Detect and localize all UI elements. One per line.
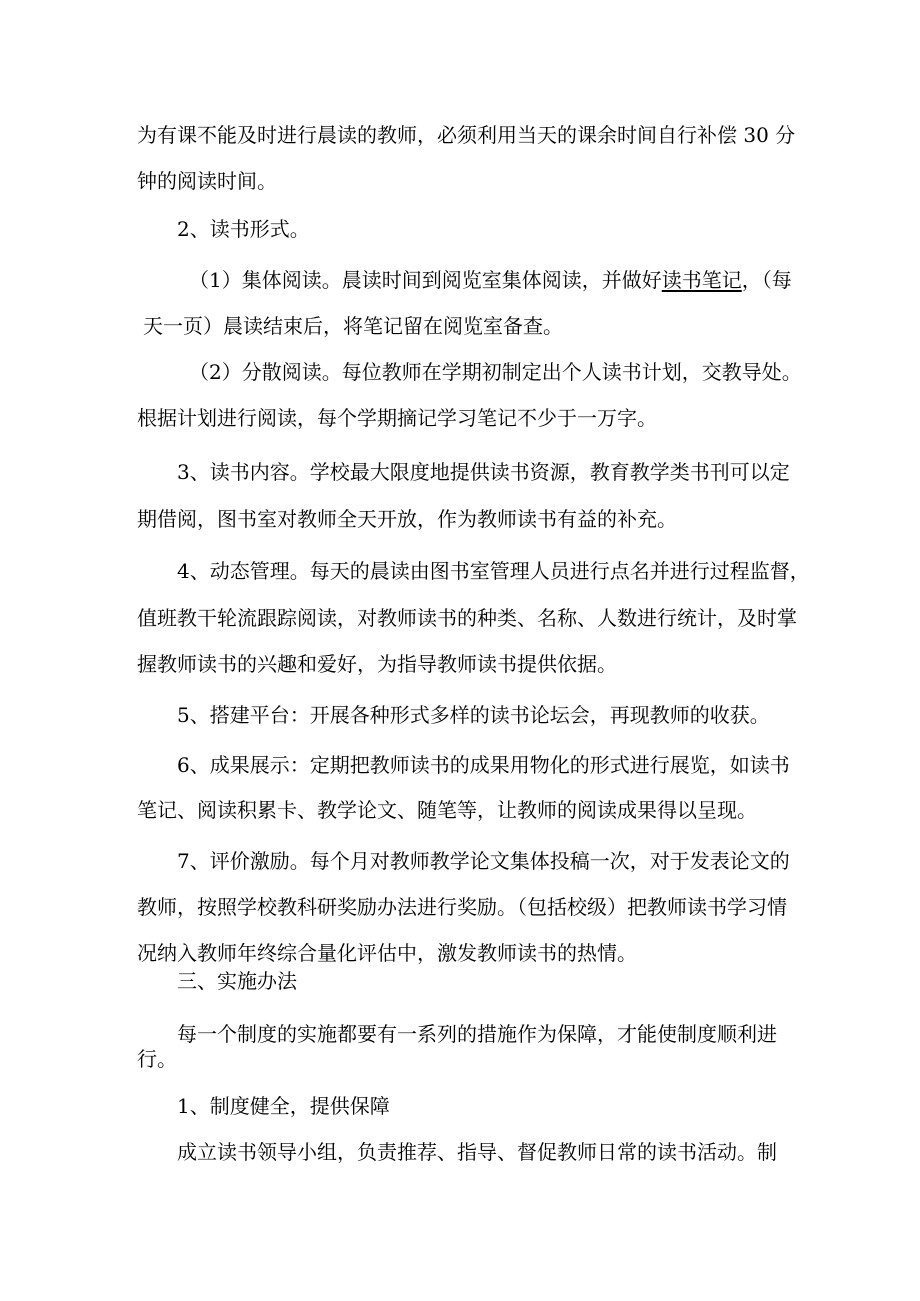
- text-line: 成立读书领导小组，负责推荐、指导、督促教师日常的读书活动。制: [177, 1140, 777, 1164]
- underlined-text: 读书笔记: [661, 268, 742, 292]
- text-segment: （1）集体阅读。晨读时间到阅览室集体阅读，并做好: [189, 268, 662, 292]
- text-line: 教师，按照学校教科研奖励办法进行奖励。（包括校级）把教师读书学习情: [137, 895, 787, 919]
- text-line: 值班教干轮流跟踪阅读，对教师读书的种类、名称、人数进行统计，及时掌: [137, 606, 797, 630]
- text-line: 根据计划进行阅读，每个学期摘记学习笔记不少于一万字。: [137, 406, 657, 430]
- text-line: 3、读书内容。学校最大限度地提供读书资源，教育教学类书刊可以定: [177, 460, 790, 484]
- text-line: 钟的阅读时间。: [137, 169, 277, 193]
- text-line: 6、成果展示：定期把教师读书的成果用物化的形式进行展览，如读书: [177, 753, 790, 777]
- text-line: 5、搭建平台：开展各种形式多样的读书论坛会，再现教师的收获。: [177, 703, 770, 727]
- text-line: 为有课不能及时进行晨读的教师，必须利用当天的课余时间自行补偿 30 分: [137, 123, 796, 147]
- text-line: 笔记、阅读积累卡、教学论文、随笔等，让教师的阅读成果得以呈现。: [137, 798, 757, 822]
- text-line: 7、评价激励。每个月对教师教学论文集体投稿一次，对于发表论文的: [177, 849, 790, 873]
- text-line: 天一页）晨读结束后，将笔记留在阅览室备查。: [143, 314, 563, 338]
- text-line: [189, 268, 792, 292]
- text-line: （2）分散阅读。每位教师在学期初制定出个人读书计划，交教导处。: [189, 360, 802, 384]
- text-line: 握教师读书的兴趣和爱好，为指导教师读书提供依据。: [137, 652, 617, 676]
- section-heading: 三、实施办法: [177, 969, 297, 993]
- text-line: 况纳入教师年终综合量化评估中，激发教师读书的热情。: [137, 941, 637, 965]
- text-line: 1、制度健全，提供保障: [177, 1094, 390, 1118]
- text-line: 4、动态管理。每天的晨读由图书室管理人员进行点名并进行过程监督，: [177, 559, 810, 583]
- text-line: 2、读书形式。: [177, 217, 310, 241]
- text-segment: ，（每: [741, 268, 792, 292]
- text-line: 期借阅，图书室对教师全天开放，作为教师读书有益的补充。: [137, 507, 677, 531]
- text-line: 每一个制度的实施都要有一系列的措施作为保障，才能使制度顺利进: [177, 1022, 777, 1046]
- text-line: 行。: [137, 1047, 177, 1071]
